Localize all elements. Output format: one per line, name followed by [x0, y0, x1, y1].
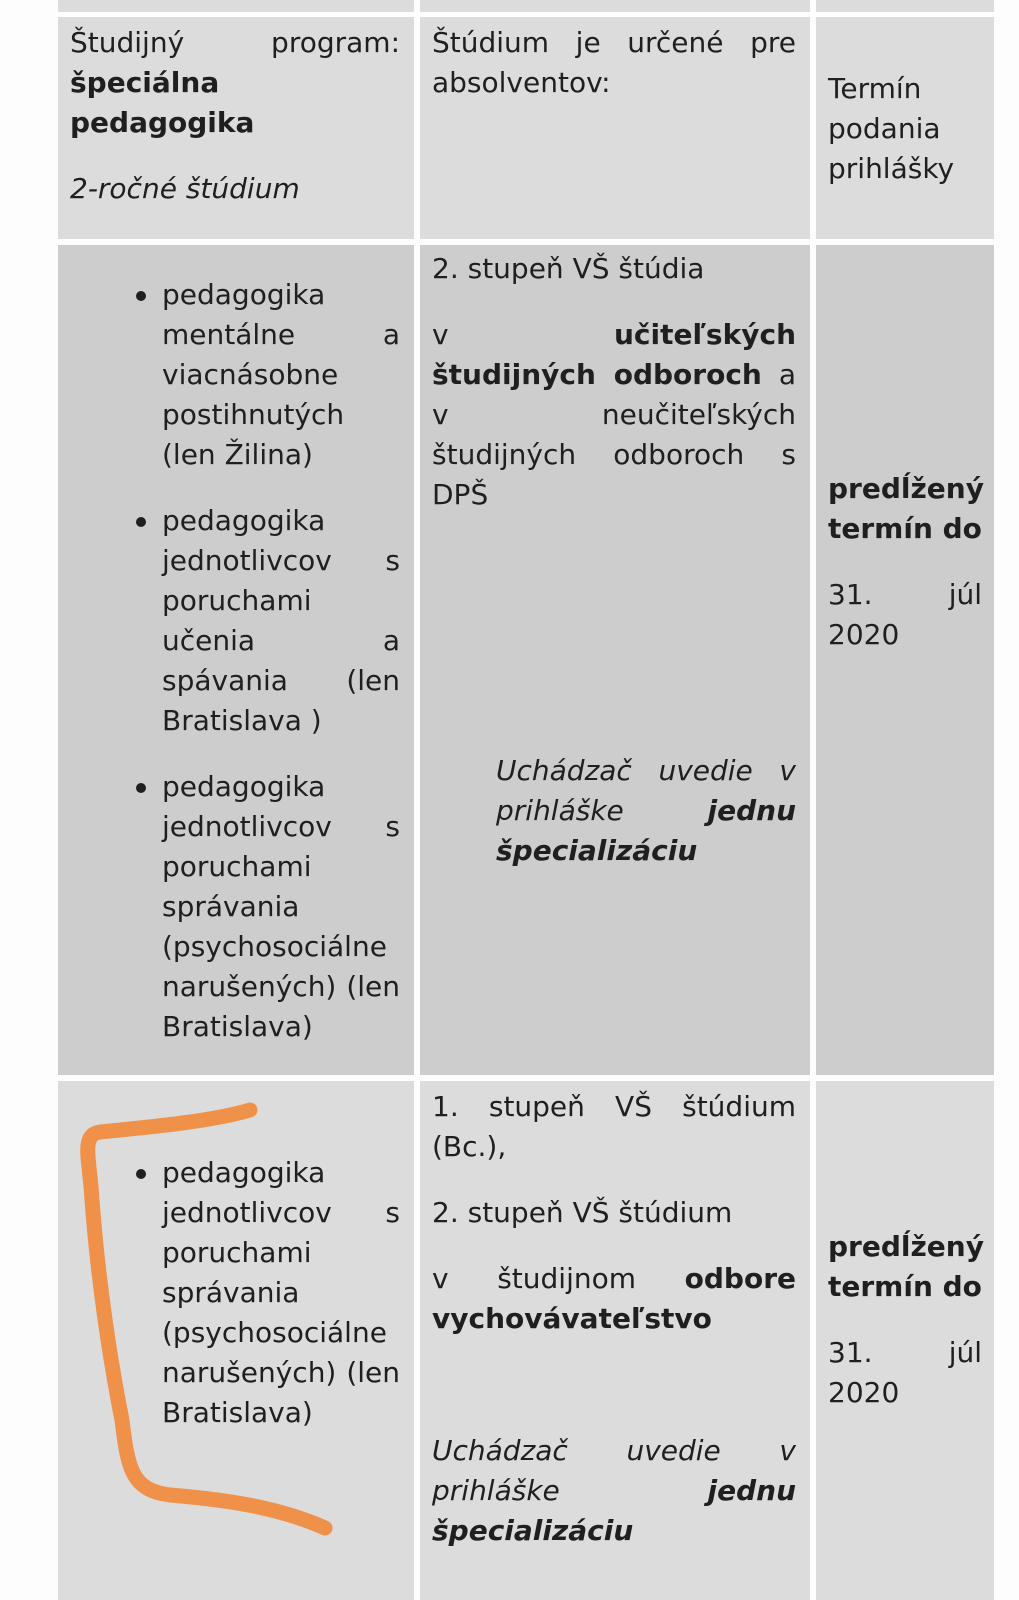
requirement-bold-field: odbore vychovávateľstvo	[432, 1262, 796, 1335]
program-name-line2: pedagogika	[70, 106, 255, 139]
deadline-extended: predĺžený termín do	[828, 472, 984, 545]
applicant-note	[432, 1431, 796, 1551]
specializations-cell	[58, 1081, 414, 1600]
note-bold: jednu špecializáciu	[496, 794, 796, 867]
requirements-cell	[420, 1081, 810, 1600]
requirement-degree-bc: 1. stupeň VŠ štúdium (Bc.),	[432, 1090, 796, 1163]
list-item: pedagogika jednotlivcov s poruchami správania (psychosociálne narušených) (len Bratislava)	[58, 767, 400, 1047]
requirement-bold-fields: učiteľských študijných odboroch	[432, 318, 796, 391]
list-item: pedagogika jednotlivcov s poruchami správania (psychosociálne narušených) (len Bratislava)	[58, 1153, 400, 1433]
requirement-prefix: v	[432, 318, 449, 351]
requirement-field	[432, 1259, 796, 1339]
program-name-line1: špeciálna	[70, 66, 220, 99]
note-text: Uchádzač uvedie v prihláške	[496, 754, 796, 827]
note-text: Uchádzač uvedie v prihláške	[432, 1434, 796, 1507]
header-deadline-cell	[816, 17, 994, 239]
list-item: pedagogika jednotlivcov s poruchami učenia a spávania (len Bratislava )	[58, 501, 400, 741]
requirement-other-fields: a v neučiteľských študijných odboroch s DPŠ	[432, 358, 796, 511]
deadline-cell	[816, 245, 994, 1075]
table-top-strip	[58, 0, 414, 12]
table-top-strip	[816, 0, 994, 12]
deadline-label: Termín podania prihlášky	[828, 72, 955, 185]
deadline-extended: predĺžený termín do	[828, 1230, 984, 1303]
header-program-cell	[58, 17, 414, 239]
requirement-degree: 2. stupeň VŠ štúdia	[432, 252, 705, 285]
deadline-cell	[816, 1081, 994, 1600]
specializations-cell	[58, 245, 414, 1075]
applicant-note	[432, 751, 796, 871]
table-top-strip	[420, 0, 810, 12]
program-duration: 2-ročné štúdium	[70, 172, 300, 205]
requirement-fields	[432, 315, 796, 515]
deadline-date: 31. júl 2020	[828, 578, 982, 651]
list-item: pedagogika mentálne a viacnásobne postihnutých (len Žilina)	[58, 275, 400, 475]
header-intended-cell	[420, 17, 810, 239]
program-label: Študijný program:	[70, 26, 400, 59]
requirement-degree-2: 2. stupeň VŠ štúdium	[432, 1196, 733, 1229]
requirement-prefix: v študijnom	[432, 1262, 636, 1295]
requirements-cell	[420, 245, 810, 1075]
note-bold: jednu špecializáciu	[432, 1474, 796, 1547]
intended-for-text: Štúdium je určené pre absolventov:	[432, 26, 796, 99]
deadline-date: 31. júl 2020	[828, 1336, 982, 1409]
